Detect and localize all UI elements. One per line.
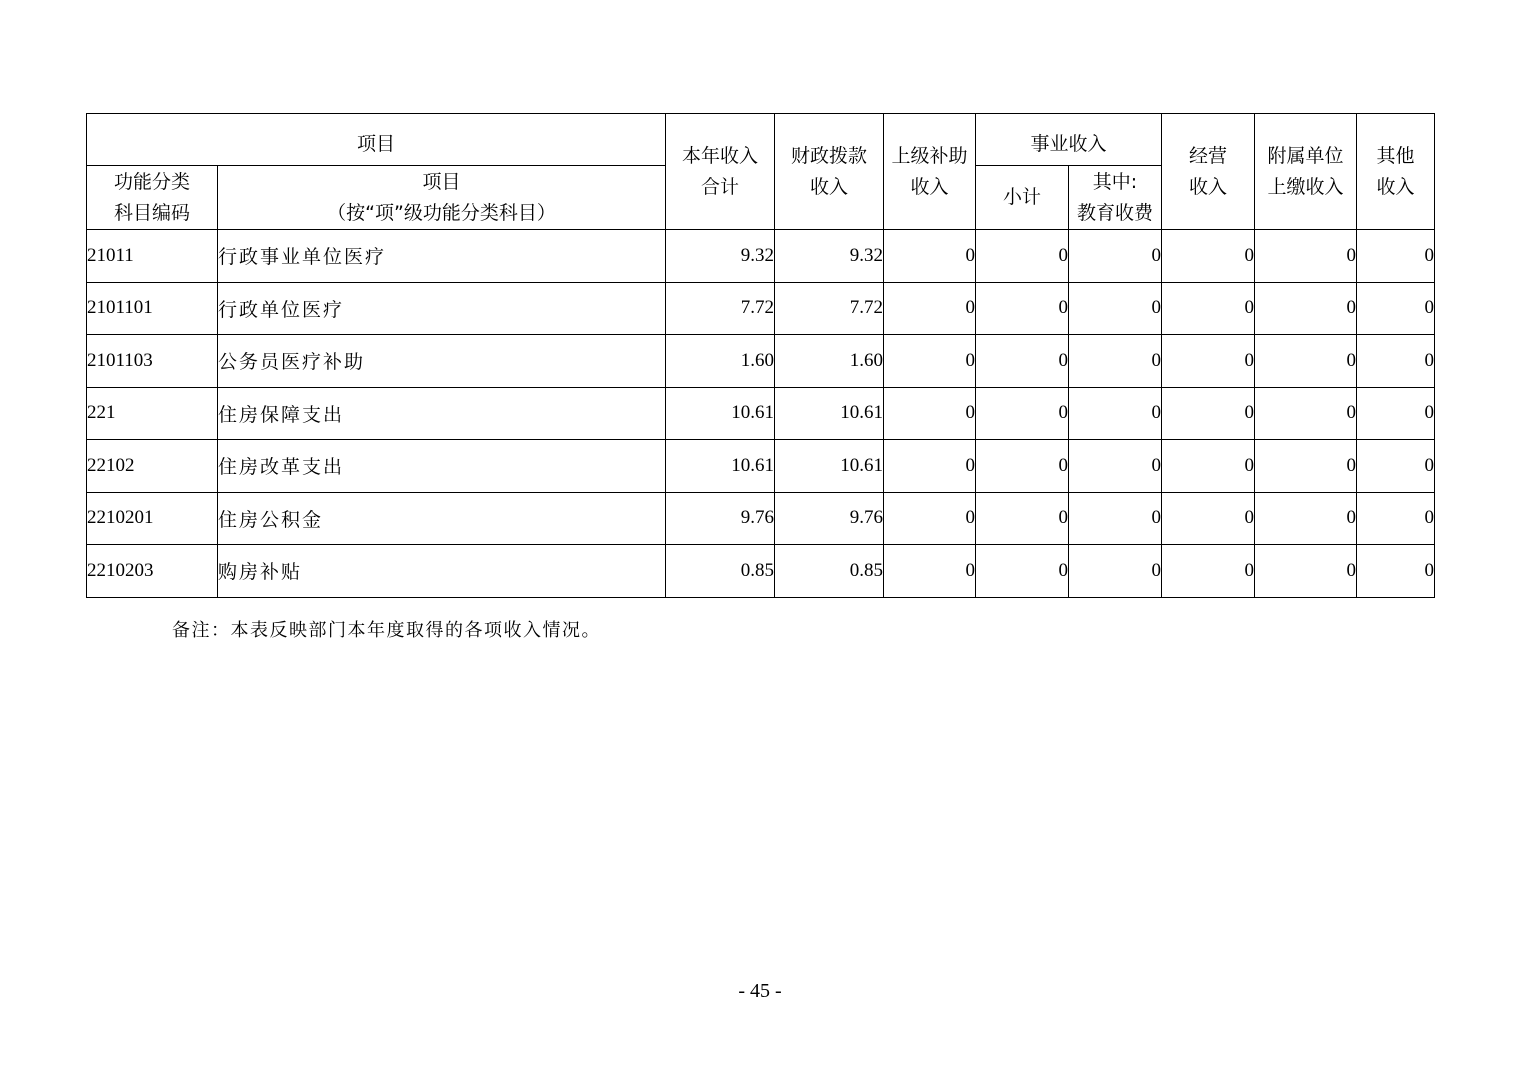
cell-superior: 0 xyxy=(884,282,976,335)
cell-fiscal: 7.72 xyxy=(775,282,884,335)
header-affiliate-line2: 上缴收入 xyxy=(1267,175,1344,198)
cell-fiscal: 0.85 xyxy=(775,545,884,598)
header-subtotal: 小计 xyxy=(976,166,1069,230)
cell-subtotal: 0 xyxy=(976,492,1069,545)
cell-other: 0 xyxy=(1357,492,1435,545)
page-number: - 45 - xyxy=(738,980,782,1002)
cell-code: 2210203 xyxy=(87,545,218,598)
cell-operating: 0 xyxy=(1162,492,1255,545)
cell-fiscal: 10.61 xyxy=(775,440,884,493)
header-item xyxy=(218,166,666,230)
table-row xyxy=(87,335,1435,388)
cell-superior: 0 xyxy=(884,335,976,388)
cell-code: 22102 xyxy=(87,440,218,493)
cell-name: 住房公积金 xyxy=(218,492,666,545)
cell-subtotal: 0 xyxy=(976,335,1069,388)
cell-affiliate: 0 xyxy=(1255,387,1357,440)
header-total-line1: 本年收入 xyxy=(681,144,758,167)
cell-name: 公务员医疗补助 xyxy=(218,335,666,388)
cell-name: 住房保障支出 xyxy=(218,387,666,440)
cell-total: 9.76 xyxy=(666,492,775,545)
table-row xyxy=(87,545,1435,598)
cell-superior: 0 xyxy=(884,492,976,545)
cell-other: 0 xyxy=(1357,545,1435,598)
cell-operating: 0 xyxy=(1162,335,1255,388)
table-row xyxy=(87,492,1435,545)
header-other xyxy=(1357,114,1435,230)
header-item-line1: 项目 xyxy=(422,170,461,193)
cell-edu: 0 xyxy=(1069,387,1162,440)
cell-fiscal: 1.60 xyxy=(775,335,884,388)
cell-total: 9.32 xyxy=(666,230,775,283)
cell-other: 0 xyxy=(1357,230,1435,283)
header-fiscal-line2: 收入 xyxy=(809,175,848,198)
table-row xyxy=(87,387,1435,440)
header-affiliate-line1: 附属单位 xyxy=(1267,144,1344,167)
cell-superior: 0 xyxy=(884,545,976,598)
cell-affiliate: 0 xyxy=(1255,335,1357,388)
header-code xyxy=(87,166,218,230)
cell-operating: 0 xyxy=(1162,440,1255,493)
cell-total: 10.61 xyxy=(666,440,775,493)
cell-total: 1.60 xyxy=(666,335,775,388)
header-code-line2: 科目编码 xyxy=(113,201,190,224)
cell-code: 2101101 xyxy=(87,282,218,335)
cell-subtotal: 0 xyxy=(976,387,1069,440)
header-other-line2: 收入 xyxy=(1376,175,1415,198)
cell-subtotal: 0 xyxy=(976,440,1069,493)
cell-operating: 0 xyxy=(1162,387,1255,440)
cell-superior: 0 xyxy=(884,440,976,493)
cell-operating: 0 xyxy=(1162,545,1255,598)
header-other-line1: 其他 xyxy=(1376,144,1415,167)
cell-code: 221 xyxy=(87,387,218,440)
cell-subtotal: 0 xyxy=(976,230,1069,283)
cell-code: 2210201 xyxy=(87,492,218,545)
cell-edu: 0 xyxy=(1069,335,1162,388)
header-code-line1: 功能分类 xyxy=(113,170,190,193)
cell-edu: 0 xyxy=(1069,440,1162,493)
header-edu xyxy=(1069,166,1162,230)
cell-code: 2101103 xyxy=(87,335,218,388)
cell-fiscal: 10.61 xyxy=(775,387,884,440)
cell-code: 21011 xyxy=(87,230,218,283)
cell-name: 住房改革支出 xyxy=(218,440,666,493)
table-note: 备注：本表反映部门本年度取得的各项收入情况。 xyxy=(172,620,601,641)
cell-superior: 0 xyxy=(884,230,976,283)
cell-edu: 0 xyxy=(1069,282,1162,335)
cell-affiliate: 0 xyxy=(1255,230,1357,283)
cell-name: 行政单位医疗 xyxy=(218,282,666,335)
header-fiscal xyxy=(775,114,884,230)
cell-edu: 0 xyxy=(1069,492,1162,545)
cell-other: 0 xyxy=(1357,440,1435,493)
cell-total: 10.61 xyxy=(666,387,775,440)
cell-other: 0 xyxy=(1357,387,1435,440)
cell-total: 7.72 xyxy=(666,282,775,335)
cell-affiliate: 0 xyxy=(1255,545,1357,598)
header-item-group: 项目 xyxy=(87,114,666,166)
cell-superior: 0 xyxy=(884,387,976,440)
cell-operating: 0 xyxy=(1162,282,1255,335)
cell-edu: 0 xyxy=(1069,545,1162,598)
header-operating xyxy=(1162,114,1255,230)
header-total-line2: 合计 xyxy=(700,175,739,198)
cell-total: 0.85 xyxy=(666,545,775,598)
cell-subtotal: 0 xyxy=(976,282,1069,335)
header-superior-line1: 上级补助 xyxy=(891,144,968,167)
table-header xyxy=(87,114,1435,230)
header-business-group: 事业收入 xyxy=(976,114,1162,166)
cell-other: 0 xyxy=(1357,335,1435,388)
table-row xyxy=(87,230,1435,283)
header-item-line2: （按“项”级功能分类科目） xyxy=(327,201,556,224)
header-edu-line1: 其中: xyxy=(1092,170,1138,193)
header-edu-line2: 教育收费 xyxy=(1076,201,1153,224)
cell-fiscal: 9.32 xyxy=(775,230,884,283)
cell-operating: 0 xyxy=(1162,230,1255,283)
cell-other: 0 xyxy=(1357,282,1435,335)
header-superior xyxy=(884,114,976,230)
table-row xyxy=(87,282,1435,335)
header-fiscal-line1: 财政拨款 xyxy=(790,144,867,167)
cell-affiliate: 0 xyxy=(1255,282,1357,335)
table-body xyxy=(87,230,1435,598)
cell-affiliate: 0 xyxy=(1255,440,1357,493)
income-table xyxy=(86,113,1435,598)
header-superior-line2: 收入 xyxy=(910,175,949,198)
cell-fiscal: 9.76 xyxy=(775,492,884,545)
cell-name: 购房补贴 xyxy=(218,545,666,598)
cell-edu: 0 xyxy=(1069,230,1162,283)
cell-affiliate: 0 xyxy=(1255,492,1357,545)
table-row xyxy=(87,440,1435,493)
header-operating-line2: 收入 xyxy=(1188,175,1227,198)
header-operating-line1: 经营 xyxy=(1188,144,1227,167)
cell-name: 行政事业单位医疗 xyxy=(218,230,666,283)
header-total xyxy=(666,114,775,230)
cell-subtotal: 0 xyxy=(976,545,1069,598)
header-affiliate xyxy=(1255,114,1357,230)
